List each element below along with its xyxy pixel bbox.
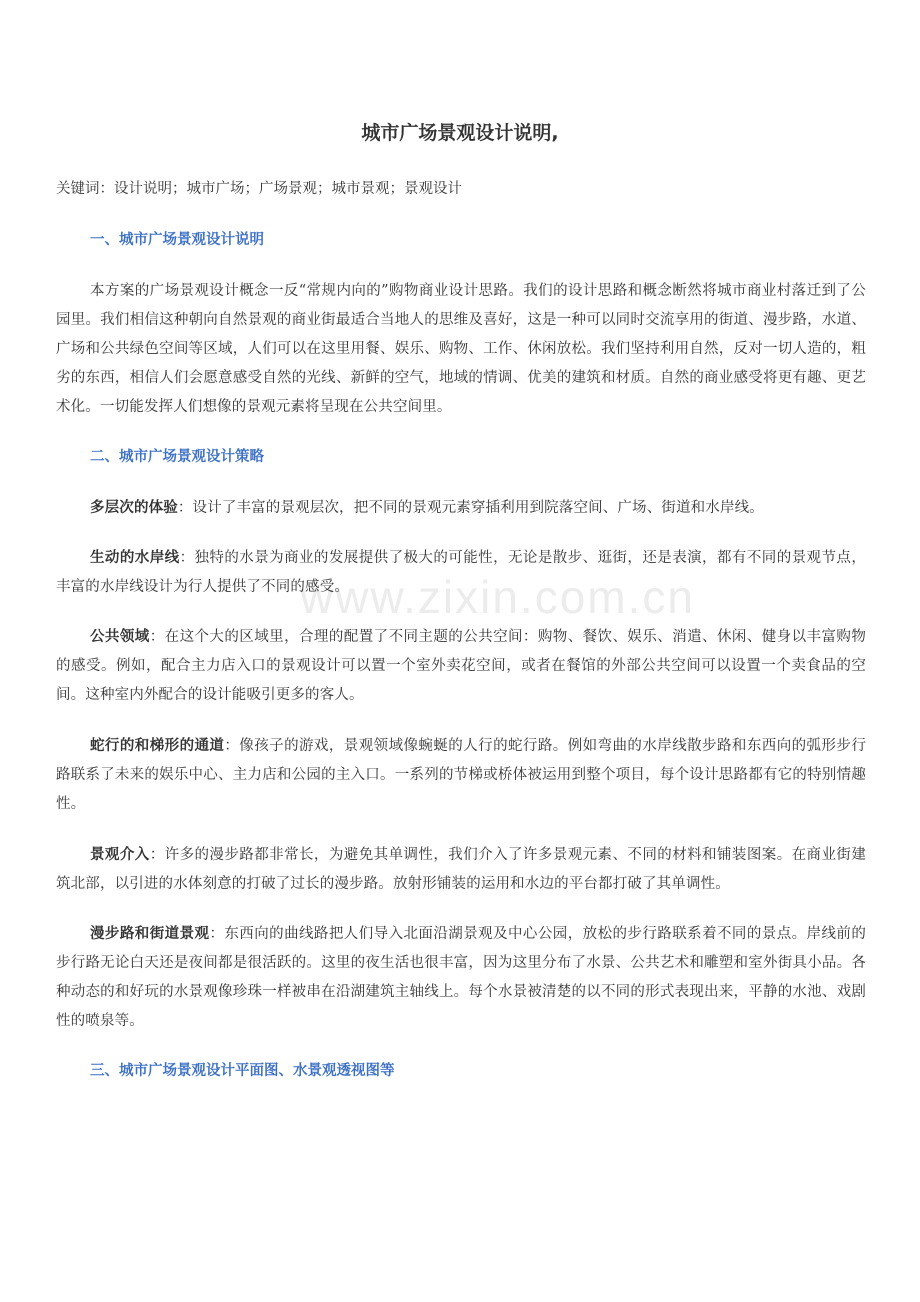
paragraph-promenade-streetscape — [56, 920, 866, 1036]
paragraph-public-domain — [56, 623, 866, 710]
paragraph-text: ：在这个大的区域里，合理的配置了不同主题的公共空间：购物、餐饮、娱乐、消遣、休闲、健身以丰富购物的感受。例如，配合主力店入口的景观设计可以置一个室外卖花空间，或者在餐馆的外部公共空间可以设置一个卖食品的空间。这种室内外配合的设计能吸引更多的客人。 — [56, 629, 866, 703]
paragraph-waterfront — [56, 544, 866, 602]
paragraph-lead: 生动的水岸线 — [90, 550, 180, 566]
paragraph-serpentine-path — [56, 732, 866, 819]
paragraph-text: ：东西向的曲线路把人们导入北面沿湖景观及中心公园，放松的步行路联系着不同的景点。岸线前的步行路无论白天还是夜间都是很活跃的。这里的夜生活也很丰富，因为这里分布了水景、公共艺术和雕塑和室外街具小品。各种动态的和好玩的水景观像珍珠一样被串在沿湖建筑主轴线上。每个水景被清楚的以不同的形式表现出来，平静的水池、戏剧性的喷泉等。 — [56, 926, 866, 1029]
paragraph-design-concept — [56, 277, 866, 422]
paragraph-lead: 蛇行的和梯形的通道 — [90, 738, 225, 754]
paragraph-text: ：独特的水景为商业的发展提供了极大的可能性，无论是散步、逛街，还是表演，都有不同的景观节点，丰富的水岸线设计为行人提供了不同的感受。 — [56, 550, 866, 595]
section-heading-2: 二、城市广场景观设计策略 — [90, 449, 264, 465]
watermark: www.zixin.com.cn — [300, 571, 695, 623]
paragraph-lead: 漫步路和街道景观 — [90, 926, 210, 942]
section-heading-1: 一、城市广场景观设计说明 — [90, 232, 264, 248]
section-heading-3: 三、城市广场景观设计平面图、水景观透视图等 — [90, 1063, 395, 1079]
paragraph-lead: 多层次的体验 — [90, 500, 178, 516]
paragraph-text: ：许多的漫步路都非常长，为避免其单调性，我们介入了许多景观元素、不同的材料和铺装图案。在商业街建筑北部，以引进的水体刻意的打破了过长的漫步路。放射形铺装的运用和水边的平台都打破了其单调性。 — [56, 847, 866, 892]
paragraph-multilayer-experience — [56, 494, 866, 523]
paragraph-lead: 景观介入 — [90, 847, 150, 863]
document-title: 城市广场景观设计说明, — [361, 122, 559, 144]
paragraph-text: ：设计了丰富的景观层次，把不同的景观元素穿插利用到院落空间、广场、街道和水岸线。 — [177, 500, 764, 516]
keywords-line: 关键词：设计说明；城市广场；广场景观；城市景观；景观设计 — [56, 181, 462, 197]
paragraph-text: ：像孩子的游戏，景观领域像蜿蜒的人行的蛇行路。例如弯曲的水岸线散步路和东西向的弧形步行路联系了未来的娱乐中心、主力店和公园的主入口。一系列的节梯或桥体被运用到整个项目，每个设计思路都有它的特别情趣性。 — [56, 738, 866, 812]
paragraph-landscape-intervention — [56, 841, 866, 899]
paragraph-text: 本方案的广场景观设计概念一反“常规内向的”购物商业设计思路。我们的设计思路和概念断然将城市商业村落迁到了公园里。我们相信这种朝向自然景观的商业街最适合当地人的思维及喜好，这是一种可以同时交流享用的街道、漫步路，水道、广场和公共绿色空间等区域，人们可以在这里用餐、娱乐、购物、工作、休闲放松。我们坚持利用自然，反对一切人造的，粗劣的东西，相信人们会愿意感受自然的光线、新鲜的空气，地域的情调、优美的建筑和材质。自然的商业感受将更有趣、更艺术化。一切能发挥人们想像的景观元素将呈现在公共空间里。 — [56, 283, 866, 415]
paragraph-lead: 公共领域 — [90, 629, 150, 645]
